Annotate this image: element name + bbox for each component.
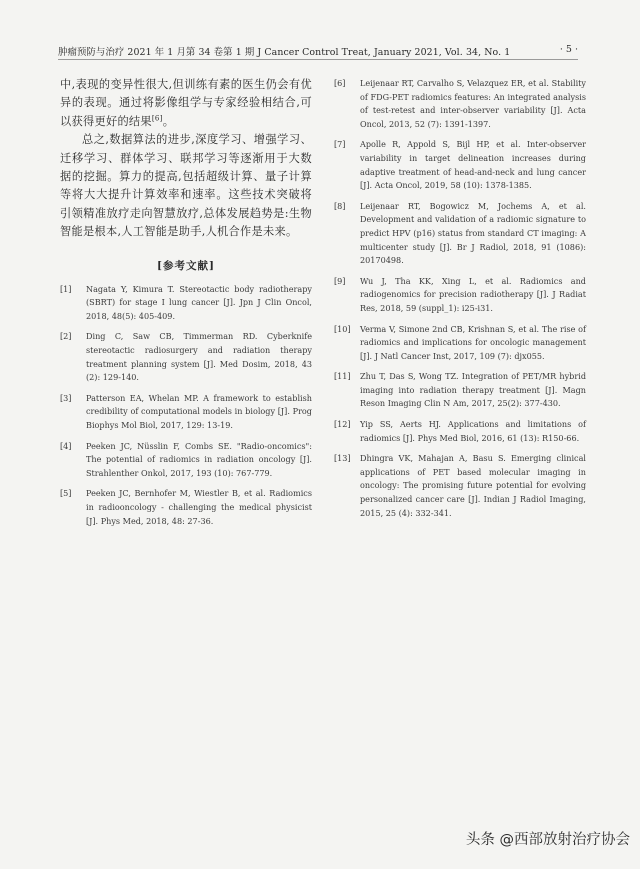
reference-item: [1] Nagata Y, Kimura T. Stereotactic body radiotherapy (SBRT) for stage I lung cancer [J]. Jpn J Clin Oncol, 2018, 48(5): 405-409. <box>60 283 312 321</box>
reference-list-right <box>334 77 586 520</box>
citation-mark[interactable]: [6] <box>151 114 163 123</box>
reference-item: [5] Peeken JC, Bernhofer M, Wiestler B, et al. Radiomics in radiooncology - challenging the medical physicist [J]. Phys Med, 2018, 48: 27-36. <box>60 488 312 526</box>
running-header <box>58 44 578 60</box>
reference-item: [12] Yip SS, Aerts HJ. Applications and limitations of radiomics [J]. Phys Med Biol, 2016, 61 (13): R150-66. <box>334 419 586 443</box>
references-heading: [参考文献] <box>157 259 215 272</box>
left-column <box>60 76 312 535</box>
right-column <box>334 77 586 527</box>
reference-item: [3] Patterson EA, Whelan MP. A framework to establish credibility of computational models in biology [J]. Prog Biophys Mol Biol, 2017, 129: 13-19. <box>60 392 312 430</box>
reference-item: [13] Dhingra VK, Mahajan A, Basu S. Emerging clinical applications of PET based molecular imaging in oncology: The promising future potential for evolving personalized cancer care [J]. Indian J Radiol Imaging, 2015, 25 (4): 332-341. <box>334 453 586 518</box>
source-watermark: 头条 @西部放射治疗协会 <box>465 832 630 848</box>
body-paragraph: 总之,数据算法的进步,深度学习、增强学习、迁移学习、群体学习、联邦学习等逐渐用于大数据的挖掘。算力的提高,包括超级计算、量子计算等将大大提升计算效率和速率。这些技术突破将引领精准放疗走向智慧放疗,总体发展趋势是:生物智能是根本,人工智能是助手,人机合作是未来。 <box>60 133 312 239</box>
reference-item: [10] Verma V, Simone 2nd CB, Krishnan S, et al. The rise of radiomics and implications for oncologic management [J]. J Natl Cancer Inst, 2017, 109 (7): djx055. <box>334 323 586 361</box>
page-number: · 5 · <box>559 44 578 55</box>
reference-item: [7] Apolle R, Appold S, Bijl HP, et al. Inter-observer variability in target delineation increases during adaptive treatment of head-and-neck and lung cancer [J]. Acta Oncol, 2019, 58 (10): 1378-1385. <box>334 139 586 191</box>
journal-header: 肿瘤预防与治疗 2021 年 1 月第 34 卷第 1 期 J Cancer Control Treat, January 2021, Vol. 34, No. 1 <box>58 47 511 58</box>
reference-item: [9] Wu J, Tha KK, Xing L, et al. Radiomics and radiogenomics for precision radiotherapy [J]. J Radiat Res, 2018, 59 (suppl_1): i25-i31. <box>334 275 586 313</box>
reference-list-left <box>60 283 312 529</box>
reference-item: [8] Leijenaar RT, Bogowicz M, Jochems A, et al. Development and validation of a radiomic signature to predict HPV (p16) status from standard CT imaging: A multicenter study [J]. Br J Radiol, 2018, 91 (1086): 20170498. <box>334 200 586 266</box>
body-paragraph: 中,表现的变异性很大,但训练有素的医生仍会有优异的表现。通过将影像组学与专家经验相结合,可以获得更好的结果[6]。 <box>60 78 312 128</box>
reference-item: [2] Ding C, Saw CB, Timmerman RD. Cyberknife stereotactic radiosurgery and radiation therapy treatment planning system [J]. Med Dosim, 2018, 43 (2): 129-140. <box>60 331 312 383</box>
reference-item: [11] Zhu T, Das S, Wong TZ. Integration of PET/MR hybrid imaging into radiation therapy treatment [J]. Magn Reson Imaging Clin N Am, 2017, 25(2): 377-430. <box>334 371 586 409</box>
reference-item: [6] Leijenaar RT, Carvalho S, Velazquez ER, et al. Stability of FDG-PET radiomics features: An integrated analysis of test-retest and inter-observer variability [J]. Acta Oncol, 2013, 52 (7): 1391-1397. <box>334 78 586 129</box>
reference-item: [4] Peeken JC, Nüsslin F, Combs SE. "Radio-oncomics": The potential of radiomics in radiation oncology [J]. Strahlenther Onkol, 2017, 193 (10): 767-779. <box>60 440 312 478</box>
